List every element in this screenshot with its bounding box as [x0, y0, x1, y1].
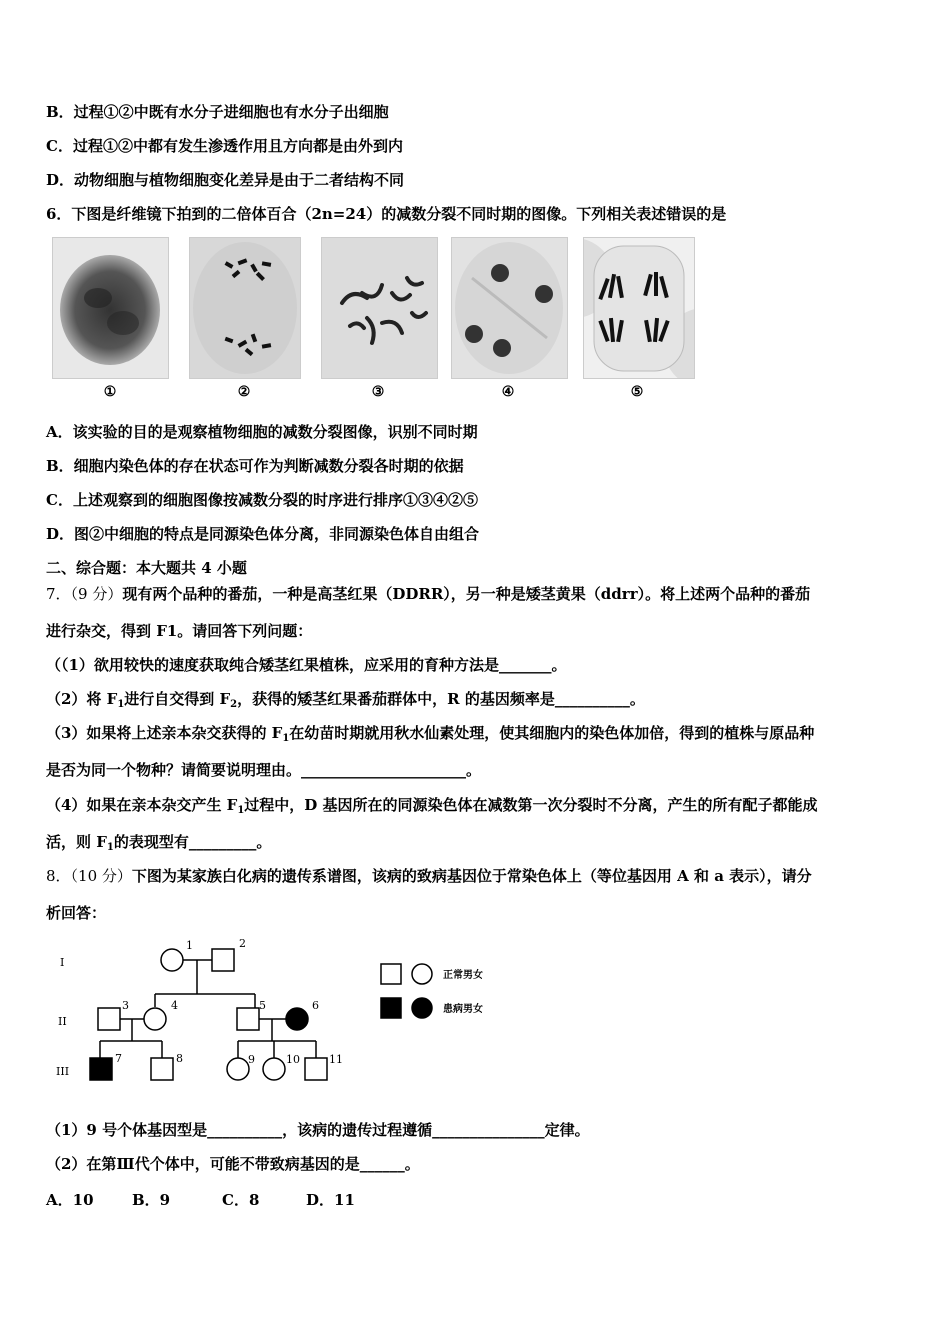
q8-part1: （1）9 号个体基因型是__________，该病的遗传过程遵循_______________定律。	[46, 1121, 590, 1139]
individual-number-10: 10	[286, 1053, 300, 1066]
legend-normal-label: 正常男女	[443, 970, 483, 981]
pedigree-chart	[50, 935, 530, 1090]
individual-II4	[144, 1008, 166, 1030]
q5-option-d: D．动物细胞与植物细胞变化差异是由于二者结构不同	[46, 171, 405, 189]
micrograph-5	[583, 237, 695, 379]
individual-number-5: 5	[259, 999, 266, 1012]
individual-number-1: 1	[186, 939, 193, 952]
micrograph-label-3: ③	[371, 384, 385, 400]
micrograph-2	[189, 237, 301, 379]
q5-option-b: B．过程①②中既有水分子进细胞也有水分子出细胞	[46, 103, 389, 121]
legend-normal-male	[381, 964, 401, 984]
individual-III7	[90, 1058, 112, 1080]
q7-part4-line2: 活，则 $F_1$的表现型有_________。	[46, 833, 272, 853]
individual-II3	[98, 1008, 120, 1030]
generation-label-III: III	[56, 1065, 70, 1078]
individual-III11	[305, 1058, 327, 1080]
q8-choice-c: C．8	[222, 1191, 260, 1209]
individual-number-4: 4	[171, 999, 178, 1012]
generation-label-I: I	[60, 956, 65, 969]
individual-II6	[286, 1008, 308, 1030]
q5-option-c: C．过程①②中都有发生渗透作用且方向都是由外到内	[46, 137, 403, 155]
q7-part3-line2: 是否为同一个物种？请简要说明理由。______________________。	[46, 761, 482, 779]
micrograph-label-5: ⑤	[630, 384, 644, 400]
individual-number-8: 8	[176, 1052, 183, 1065]
q8-stem-line2: 析回答：	[46, 904, 107, 922]
individual-III9	[227, 1058, 249, 1080]
q6-option-c: C．上述观察到的细胞图像按减数分裂的时序进行排序①③④②⑤	[46, 491, 478, 509]
section-heading: 二、综合题：本大题共 4 小题	[46, 559, 247, 577]
q8-number: 8．	[46, 867, 71, 885]
micrograph-3	[321, 237, 438, 379]
q6-option-d: D．图②中细胞的特点是同源染色体分离，非同源染色体自由组合	[46, 525, 480, 543]
q6-option-a: A．该实验的目的是观察植物细胞的减数分裂图像，识别不同时期	[46, 423, 478, 441]
generation-label-II: II	[58, 1015, 67, 1028]
individual-III10	[263, 1058, 285, 1080]
individual-number-3: 3	[122, 999, 129, 1012]
micrograph-label-4: ④	[501, 384, 515, 400]
individual-number-11: 11	[329, 1053, 343, 1066]
legend-affected-label: 患病男女	[443, 1004, 483, 1015]
q8-part2: （2）在第Ⅲ代个体中，可能不带致病基因的是______。	[46, 1155, 420, 1173]
q7-score: （9 分）	[70, 585, 123, 603]
q8-choice-a: A．10	[46, 1191, 94, 1209]
individual-number-9: 9	[248, 1053, 255, 1066]
micrograph-label-2: ②	[237, 384, 251, 400]
q7-stem-line2: 进行杂交，得到 F1。请回答下列问题：	[46, 622, 313, 640]
legend-affected-male	[381, 998, 401, 1018]
q8-stem-line1: 下图为某家族白化病的遗传系谱图，该病的致病基因位于常染色体上（等位基因用 A 和 a 表示），请分	[131, 867, 812, 885]
micrograph-4	[451, 237, 568, 379]
q8-choice-d: D．11	[306, 1191, 355, 1209]
q7-part1: （（1）欲用较快的速度获取纯合矮茎红果植株，应采用的育种方法是_______。	[46, 656, 567, 674]
individual-I2	[212, 949, 234, 971]
legend-normal-female	[412, 964, 432, 984]
micrograph-label-1: ①	[103, 384, 117, 400]
q7-part2: （2）将 $F_1$进行自交得到 $F_2$，获得的矮茎红果番茄群体中，R 的基因频率是__________。	[46, 690, 645, 710]
individual-I1	[161, 949, 183, 971]
q7-part4: （4）如果在亲本杂交产生 $F_1$过程中，D 基因所在的同源染色体在减数第一次分裂时不分离，产生的所有配子都能成	[46, 796, 818, 816]
q8-choice-b: B．9	[132, 1191, 171, 1209]
legend-affected-female	[412, 998, 432, 1018]
q6-stem: 6．下图是纤维镜下拍到的二倍体百合（2n=24）的减数分裂不同时期的图像。下列相关表述错误的是	[46, 205, 727, 223]
individual-number-7: 7	[115, 1052, 122, 1065]
q7-stem-line1: 现有两个品种的番茄，一种是高茎红果（DDRR），另一种是矮茎黄果（ddrr）。将上述两个品种的番茄	[122, 585, 811, 603]
q7-number: 7．	[46, 585, 71, 603]
q6-option-b: B．细胞内染色体的存在状态可作为判断减数分裂各时期的依据	[46, 457, 464, 475]
q8-score: （10 分）	[70, 867, 132, 885]
individual-number-2: 2	[239, 937, 246, 950]
q7-part3: （3）如果将上述亲本杂交获得的 $F_1$在幼苗时期就用秋水仙素处理，使其细胞内的染色体加倍，得到的植株与原品种	[46, 724, 815, 744]
individual-III8	[151, 1058, 173, 1080]
individual-number-6: 6	[312, 999, 319, 1012]
micrograph-1	[52, 237, 169, 379]
individual-II5	[237, 1008, 259, 1030]
